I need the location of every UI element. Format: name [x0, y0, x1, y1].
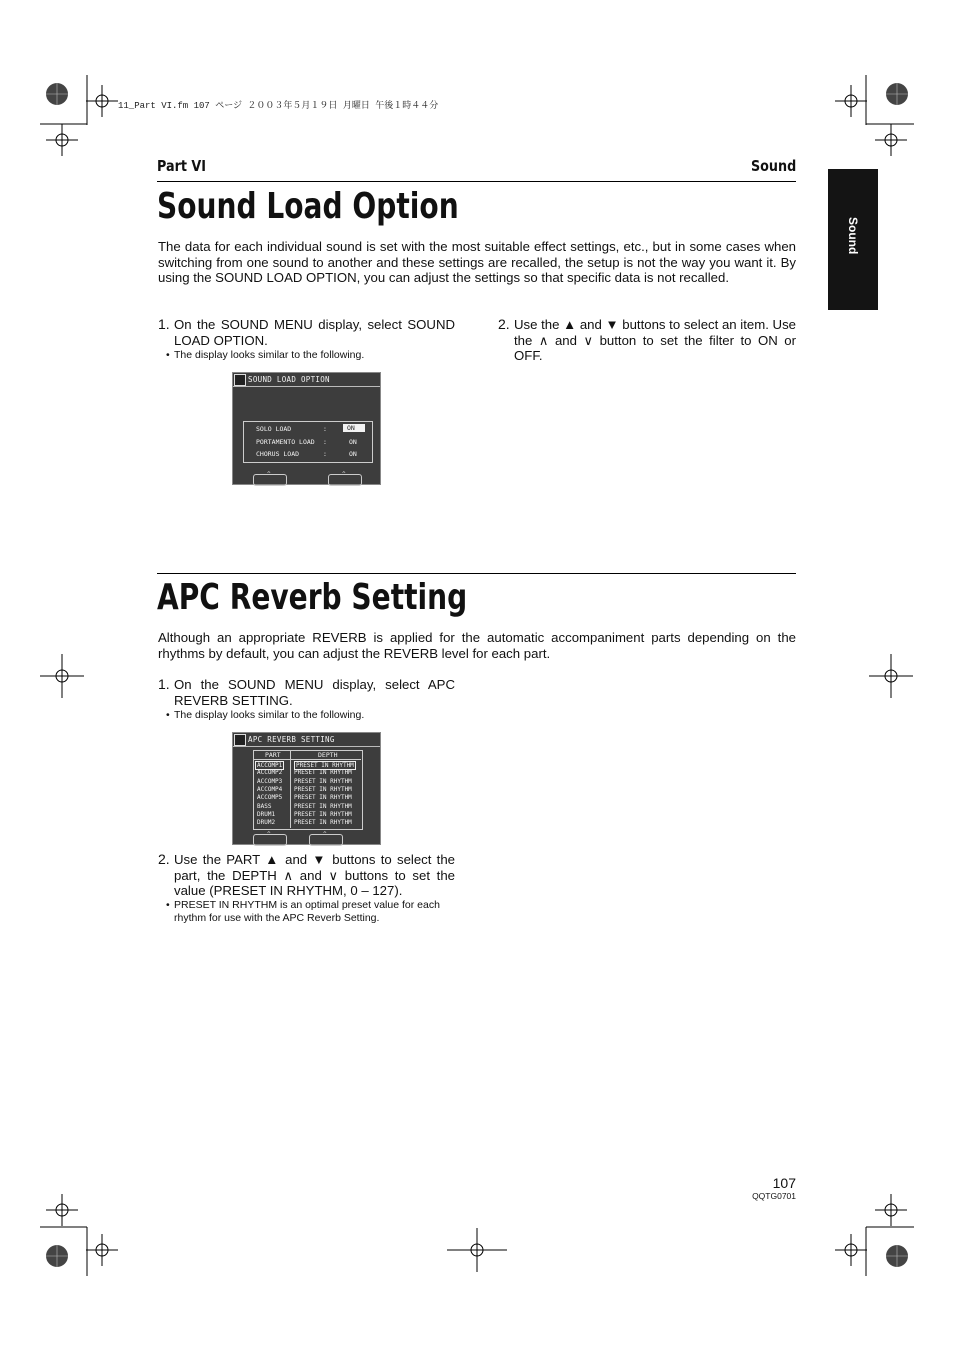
step-number: 1. — [158, 316, 170, 332]
section1-step1 — [158, 317, 455, 348]
reverb-row-depth: PRESET IN RHYTHM — [294, 769, 352, 777]
apc-reverb-setting-screen — [232, 732, 381, 845]
reverb-row-part: ACCOMP4 — [257, 785, 283, 793]
reverb-row-depth: PRESET IN RHYTHM — [294, 777, 352, 785]
step-text: On the SOUND MENU display, select APC REVERB SETTING. — [174, 677, 455, 708]
reverb-row-part: ACCOMP1 — [257, 762, 283, 769]
reverb-row-part: BASS — [257, 802, 272, 810]
reverb-row-depth: PRESET IN RHYTHM — [294, 802, 352, 810]
side-tab-label: Sound — [846, 217, 860, 255]
screen-title: APC REVERB SETTING — [248, 735, 335, 744]
step-text: Use the PART ▲ and ▼ buttons to select the part, the DEPTH ∧ and ∨ buttons to set the value (PRESET IN RHYTHM, 0 – 127). — [174, 852, 455, 899]
reverb-row-depth: PRESET IN RHYTHM — [294, 794, 352, 802]
section2-step1 — [158, 677, 455, 708]
reverb-row-depth: PRESET IN RHYTHM — [296, 762, 354, 769]
section2-title: APC Reverb Setting — [157, 577, 468, 618]
reverb-row-depth: PRESET IN RHYTHM — [294, 810, 352, 818]
sound-load-option-screen: SOUND LOAD OPTION SOLO LOAD : ON PORTAMENTO LOAD : ON CHORUS LOAD : ON ^ ^ — [232, 372, 381, 485]
screen-row-label: SOLO LOAD — [256, 425, 292, 433]
step-text: On the SOUND MENU display, select SOUND LOAD OPTION. — [174, 317, 455, 348]
reverb-row-depth: PRESET IN RHYTHM — [294, 819, 352, 827]
screen-icon — [234, 374, 246, 386]
note-text: The display looks similar to the following. — [174, 349, 365, 361]
reverb-row-part: DRUM2 — [257, 819, 276, 827]
reverb-row-part: ACCOMP3 — [257, 777, 283, 785]
screen-row-value: ON — [349, 438, 357, 446]
page-number: 107 — [772, 1175, 796, 1191]
section1-step1-note — [166, 349, 456, 362]
section2-step2-note — [166, 899, 456, 925]
section2-intro: Although an appropriate REVERB is applied for the automatic accompaniment parts depending on the rhythms by default, you can adjust the REVERB level for each part. — [158, 630, 796, 661]
reverb-row-part: ACCOMP2 — [257, 769, 283, 777]
document-code: QQTG0701 — [752, 1191, 796, 1201]
screen-row-value-selected: ON — [343, 424, 365, 432]
reverb-row-depth: PRESET IN RHYTHM — [294, 785, 352, 793]
section1-intro: The data for each individual sound is set with the most suitable effect settings, etc., but in some cases when switching from one sound to another and these settings are recalled, the setup is not the way you want it. By using the SOUND LOAD OPTION, you can adjust the settings so that specific data is not recalled. — [158, 239, 796, 286]
section2-step1-note — [166, 709, 456, 722]
screen-part-button — [253, 834, 287, 846]
screen-row-value: ON — [349, 450, 357, 458]
column-header-depth: DEPTH — [318, 751, 338, 759]
bullet: • — [166, 709, 170, 721]
screen-row-label: CHORUS LOAD — [256, 450, 300, 458]
side-tab — [828, 169, 878, 310]
section2-rule — [157, 573, 796, 574]
column-header-part: PART — [265, 751, 281, 759]
section1-step2 — [498, 317, 796, 364]
note-text: The display looks similar to the following. — [174, 709, 365, 721]
screen-depth-button — [309, 834, 343, 846]
file-meta: 11_Part VI.fm 107 ページ ２００３年５月１９日 月曜日 午後１時４４分 — [118, 101, 439, 111]
screen-up-down-button — [253, 474, 287, 486]
bullet: • — [166, 349, 170, 361]
header-rule — [157, 181, 796, 182]
step-number: 2. — [498, 316, 510, 332]
header-part: Part VI — [157, 157, 207, 175]
screen-icon — [234, 734, 246, 746]
step-number: 1. — [158, 676, 170, 692]
screen-up-down-button — [328, 474, 362, 486]
reverb-row-part: DRUM1 — [257, 810, 276, 818]
step-text: Use the ▲ and ▼ buttons to select an item. Use the ∧ and ∨ button to set the filter to ON or OFF. — [514, 317, 796, 364]
screen-title: SOUND LOAD OPTION — [248, 375, 330, 384]
section1-title: Sound Load Option — [157, 186, 459, 227]
note-text: PRESET IN RHYTHM is an optimal preset value for each rhythm for use with the APC Reverb Setting. — [174, 899, 440, 924]
bullet: • — [166, 899, 170, 911]
section2-step2 — [158, 852, 455, 899]
header-section: Sound — [750, 157, 796, 175]
screen-row-label: PORTAMENTO LOAD — [256, 438, 315, 446]
step-number: 2. — [158, 851, 170, 867]
reverb-row-part: ACCOMP5 — [257, 794, 283, 802]
